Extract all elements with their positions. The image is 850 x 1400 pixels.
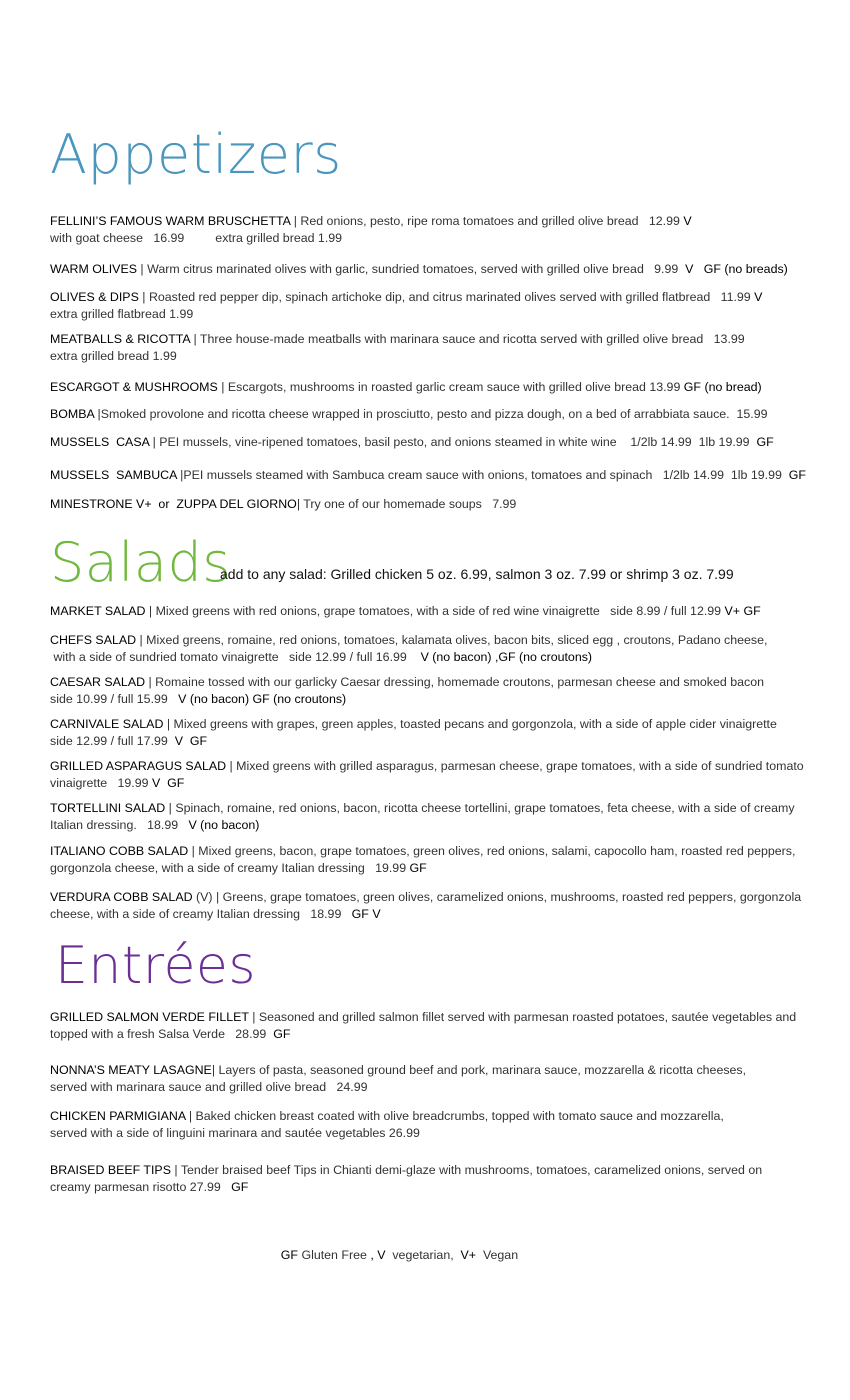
item-description: | Romaine tossed with our garlicky Caesar dressing, homemade croutons, parmesan cheese and smoked bacon [145,675,764,689]
item-name: MINESTRONE V+ or ZUPPA DEL GIORNO [50,497,297,511]
menu-item [50,434,805,451]
item-extra: extra grilled bread 1.99 [50,349,177,363]
item-description: | Mixed greens with grapes, green apples, toasted pecans and gorgonzola, with a side of apple cider vinaigrette [163,717,777,731]
dietary-legend [267,1234,518,1276]
dietary-tags: GF [788,468,806,482]
dietary-tags: V (no bacon) [188,818,260,832]
item-name: WARM OLIVES [50,262,137,276]
menu-item [50,1108,805,1142]
item-extra: creamy parmesan risotto 27.99 [50,1180,232,1194]
legend-vplus-tag: V+ [460,1248,477,1262]
item-name: MUSSELS CASA [50,435,150,449]
menu-item [50,674,805,708]
menu-item [50,496,805,513]
item-name: BOMBA [50,407,98,421]
item-name: FELLINI’S FAMOUS WARM BRUSCHETTA [50,214,291,228]
item-extra: Italian dressing. 18.99 [50,818,189,832]
menu-item [50,467,805,484]
dietary-tags: V+ GF [724,604,761,618]
item-description: |PEI mussels steamed with Sambuca cream sauce with onions, tomatoes and spinach 1/2lb 14.99 1lb 19.99 [176,468,789,482]
item-name: MARKET SALAD [50,604,146,618]
item-name: BRAISED BEEF TIPS [50,1163,171,1177]
dietary-tags: V GF (no breads) [685,262,788,276]
dietary-tags: GF [409,861,427,875]
menu-item [50,800,805,834]
item-extra: topped with a fresh Salsa Verde 28.99 [50,1027,274,1041]
item-extra: side 10.99 / full 15.99 [50,692,179,706]
item-description: | Roasted red pepper dip, spinach artichoke dip, and citrus marinated olives served with grilled flatbread 11.99 [138,290,755,304]
item-name: MEATBALLS & RICOTTA [50,332,190,346]
item-extra: with goat cheese 16.99 extra grilled bread 1.99 [50,231,343,245]
menu-item [50,603,805,620]
item-description: | PEI mussels, vine-ripened tomatoes, basil pesto, and onions steamed in white wine 1/2lb 14.99 1lb 19.99 [149,435,757,449]
item-extra: with a side of sundried tomato vinaigrette side 12.99 / full 16.99 [50,650,421,664]
item-name: TORTELLINI SALAD [50,801,166,815]
menu-item [50,331,805,365]
menu-item [50,213,805,247]
legend-vplus-text: Vegan [476,1248,519,1262]
legend-gf-text: Gluten Free [298,1248,371,1262]
item-name: NONNA’S MEATY LASAGNE [50,1063,212,1077]
menu-item [50,261,805,278]
item-description: | Tender braised beef Tips in Chianti demi-glaze with mushrooms, tomatoes, caramelized onions, served on [170,1163,763,1177]
item-name: CHICKEN PARMIGIANA [50,1109,186,1123]
item-name: ITALIANO COBB SALAD [50,844,189,858]
item-description: | Seasoned and grilled salmon fillet served with parmesan roasted potatoes, sautée vegetables and [248,1010,797,1024]
item-description: | Try one of our homemade soups 7.99 [296,497,517,511]
item-name: CARNIVALE SALAD [50,717,164,731]
menu-item [50,632,805,666]
item-extra: served with marinara sauce and grilled olive bread 24.99 [50,1080,368,1094]
dietary-tags: GF [756,435,774,449]
item-extra: gorgonzola cheese, with a side of creamy Italian dressing 19.99 [50,861,410,875]
legend-v-tag: , V [370,1248,386,1262]
legend-gf-tag: GF [280,1248,298,1262]
item-description: | Spinach, romaine, red onions, bacon, ricotta cheese tortellini, grape tomatoes, feta cheese, with a side of creamy [165,801,795,815]
menu-item [50,289,805,323]
dietary-tags: GF [273,1027,291,1041]
item-description: | Red onions, pesto, ripe roma tomatoes and grilled olive bread 12.99 [290,214,684,228]
item-description: (V) | Greens, grape tomatoes, green olives, caramelized onions, mushrooms, roasted red peppers, gorgonzola [192,890,802,904]
item-description: | Baked chicken breast coated with olive breadcrumbs, topped with tomato sauce and mozzarella, [185,1109,724,1123]
item-name: VERDURA COBB SALAD [50,890,193,904]
item-description: | Mixed greens with grilled asparagus, parmesan cheese, grape tomatoes, with a side of sundried tomato [226,759,804,773]
salads-heading: Salads [50,531,231,594]
item-name: OLIVES & DIPS [50,290,139,304]
dietary-tags: V (no bacon) GF (no croutons) [178,692,347,706]
item-description: | Layers of pasta, seasoned ground beef and pork, marinara sauce, mozzarella & ricotta cheeses, [211,1063,747,1077]
menu-item [50,716,805,750]
item-description: | Warm citrus marinated olives with garlic, sundried tomatoes, served with grilled olive bread 9.99 [136,262,686,276]
item-name: MUSSELS SAMBUCA [50,468,177,482]
item-name: CHEFS SALAD [50,633,137,647]
item-extra: served with a side of linguini marinara and sautée vegetables 26.99 [50,1126,420,1140]
dietary-tags: GF [231,1180,249,1194]
item-description: | Three house-made meatballs with marinara sauce and ricotta served with grilled olive bread 13.99 [190,332,745,346]
item-extra: vinaigrette 19.99 [50,776,152,790]
item-name: GRILLED ASPARAGUS SALAD [50,759,227,773]
dietary-tags: V GF [151,776,185,790]
dietary-tags: V (no bacon) ,GF (no croutons) [420,650,593,664]
item-extra: side 12.99 / full 17.99 [50,734,175,748]
item-name: CAESAR SALAD [50,675,146,689]
entrees-heading: Entrées [55,936,257,996]
menu-item [50,1062,805,1096]
item-description: | Mixed greens, romaine, red onions, tomatoes, kalamata olives, bacon bits, sliced egg , croutons, Padano cheese, [136,633,768,647]
menu-item [50,379,805,396]
appetizers-heading: Appetizers [50,123,342,186]
salad-addon-note: add to any salad: Grilled chicken 5 oz. 6.99, salmon 3 oz. 7.99 or shrimp 3 oz. 7.99 [220,566,734,582]
item-description: | Escargots, mushrooms in roasted garlic cream sauce with grilled olive bread 13.99 [217,380,684,394]
item-extra: extra grilled flatbread 1.99 [50,307,194,321]
menu-item [50,758,805,792]
dietary-tags: V [754,290,763,304]
item-description: | Mixed greens, bacon, grape tomatoes, green olives, red onions, salami, capocollo ham, roasted red peppers, [188,844,796,858]
item-name: GRILLED SALMON VERDE FILLET [50,1010,249,1024]
item-description: |Smoked provolone and ricotta cheese wrapped in prosciutto, pesto and pizza dough, on a bed of arrabbiata sauce. 15.99 [97,407,768,421]
dietary-tags: GF V [351,907,381,921]
menu-item [50,406,805,423]
menu-item [50,843,805,877]
legend-v-text: vegetarian, [385,1248,461,1262]
dietary-tags: GF (no bread) [683,380,762,394]
item-name: ESCARGOT & MUSHROOMS [50,380,218,394]
menu-item [50,1162,805,1196]
menu-item [50,1009,805,1043]
dietary-tags: V GF [174,734,208,748]
item-description: | Mixed greens with red onions, grape tomatoes, with a side of red wine vinaigrette side 8.99 / full 12.99 [145,604,725,618]
item-extra: cheese, with a side of creamy Italian dressing 18.99 [50,907,352,921]
dietary-tags: V [683,214,692,228]
menu-item [50,889,805,923]
